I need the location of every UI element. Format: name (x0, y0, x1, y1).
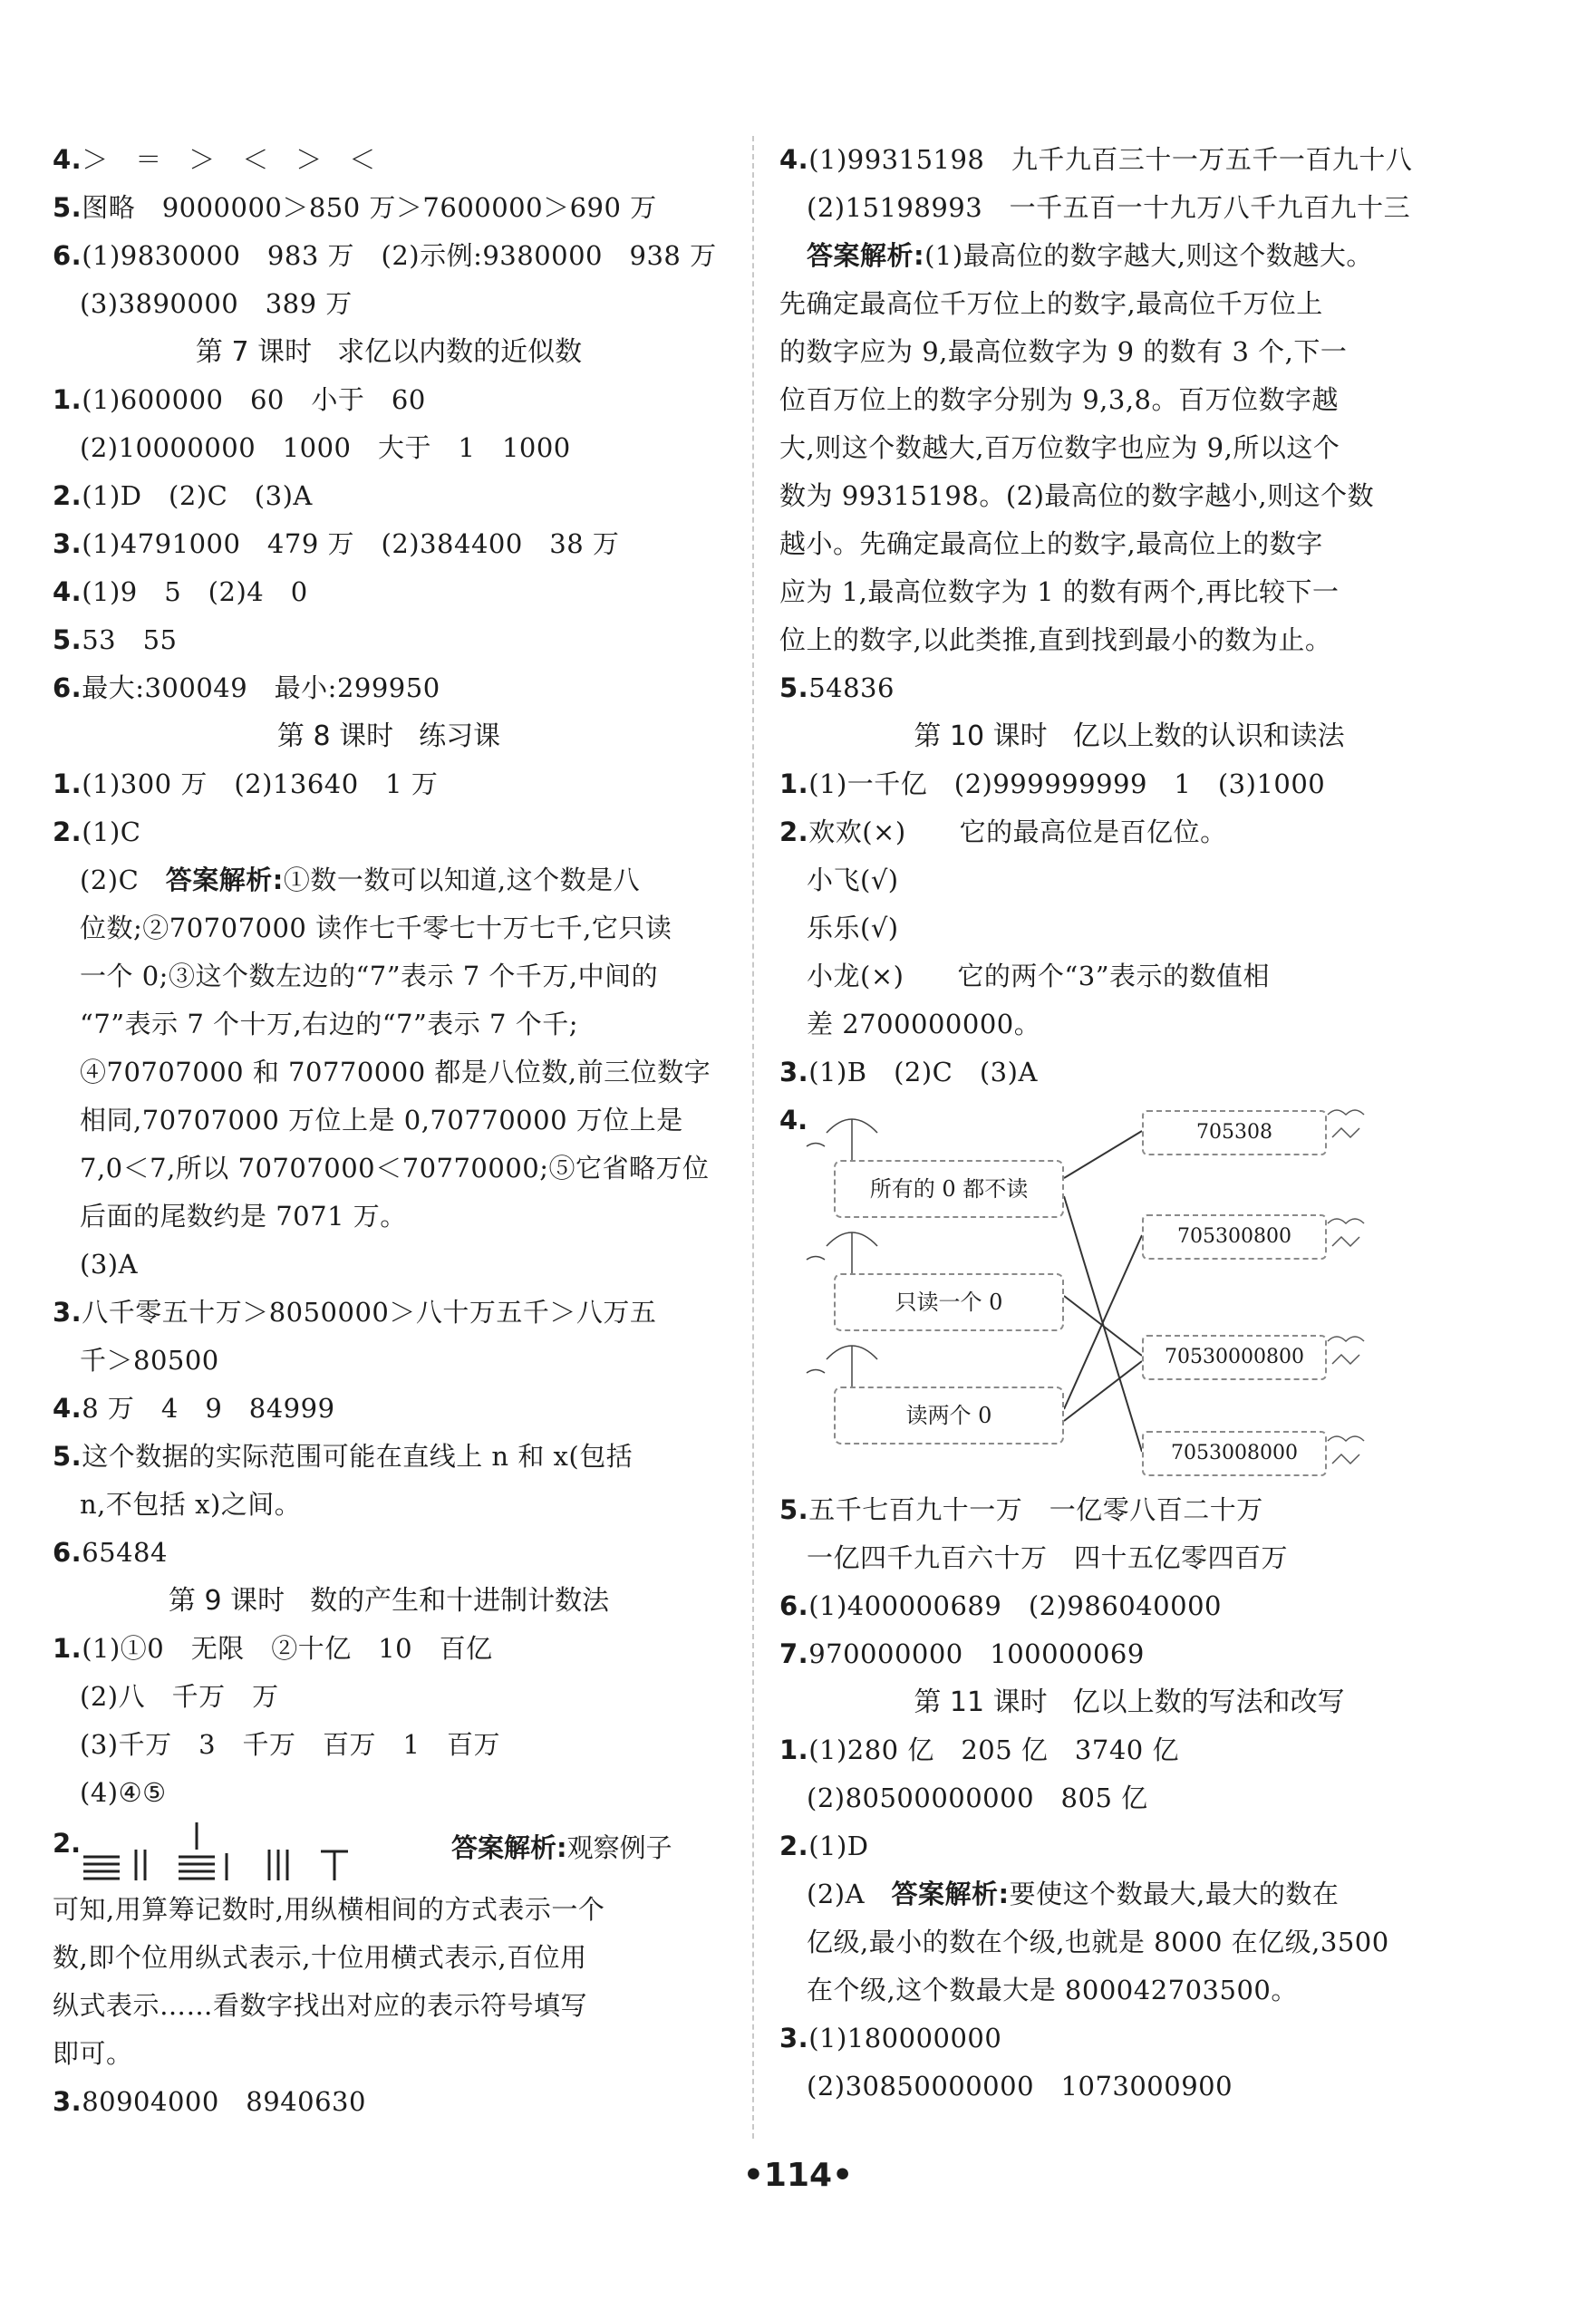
answer-line: 乐乐(√) (807, 913, 899, 943)
explanation-line: 位上的数字,以此类推,直到找到最小的数为止。 (779, 624, 1332, 655)
answer-line: 5.图略 9000000＞850 万＞7600000＞690 万 (53, 192, 657, 223)
answer-line: 1.(1)300 万 (2)13640 1 万 (53, 768, 439, 799)
explanation-line: 先确定最高位千万位上的数字,最高位千万位上 (779, 288, 1323, 319)
answer-line: 3.80904000 8940630 (53, 2086, 366, 2117)
explanation-line: 亿级,最小的数在个级,也就是 8000 在亿级,3500 (807, 1927, 1389, 1957)
explanation-line: 数,即个位用纵式表示,十位用横式表示,百位用 (53, 1942, 587, 1973)
umbrella-icon (807, 1119, 877, 1160)
answer-line: 2.(1)D (2)C (3)A (53, 480, 313, 511)
answer-line: 4.＞ ＝ ＞ ＜ ＞ ＜ (53, 144, 376, 175)
explanation-line: “7”表示 7 个十万,右边的“7”表示 7 个千; (80, 1009, 578, 1039)
answer-line: 2.(1)D (779, 1831, 869, 1861)
answer-line: (2)10000000 1000 大于 1 1000 (80, 432, 571, 463)
explanation-line: 7,0＜7,所以 70707000＜70770000;⑤它省略万位 (80, 1153, 710, 1184)
answer-line: 2.(1)C (53, 816, 141, 847)
answer-line: (2)A 答案解析:要使这个数最大,最大的数在 (807, 1879, 1340, 1909)
explanation-line: 越小。先确定最高位上的数字,最高位上的数字 (779, 528, 1323, 559)
section-heading: 第 11 课时 亿以上数的写法和改写 (914, 1686, 1345, 1718)
answer-line: 6.65484 (53, 1537, 168, 1568)
answer-line: n,不包括 x)之间。 (80, 1489, 302, 1520)
explanation-line: 一个 0;③这个数左边的“7”表示 7 个千万,中间的 (80, 961, 659, 991)
answer-line: (3)3890000 389 万 (80, 288, 353, 319)
section-heading: 第 10 课时 亿以上数的认识和读法 (914, 720, 1345, 752)
answer-line: (3)千万 3 千万 百万 1 百万 (80, 1729, 500, 1760)
reading-rule-card: 读两个 0 (834, 1387, 1064, 1445)
answer-line: 千＞80500 (80, 1345, 219, 1376)
answer-line: 3.(1)4791000 479 万 (2)384400 38 万 (53, 528, 620, 559)
explanation-line: 位数;②70707000 读作七千零七十万七千,它只读 (80, 913, 672, 943)
explanation-line: 位百万位上的数字分别为 9,3,8。百万位数字越 (779, 384, 1340, 415)
left-column (53, 136, 725, 2126)
umbrella-icon (807, 1232, 877, 1273)
reading-rule-card: 所有的 0 都不读 (834, 1160, 1064, 1218)
answer-line: 7.970000000 100000069 (779, 1638, 1145, 1669)
number-card: 7053008000 (1142, 1431, 1327, 1476)
explanation-line: 数为 99315198。(2)最高位的数字越小,则这个数 (779, 480, 1375, 511)
matching-diagram: 4. 705308 705300800 70530000800 7053008000 所有的 0 都不读 只读一个 0 读两个 0 (779, 1097, 1479, 1486)
explanation-line: 即可。 (53, 2038, 133, 2069)
explanation-line: 大,则这个数越大,百万位数字也应为 9,所以这个 (779, 432, 1340, 463)
answer-line: 3.八千零五十万＞8050000＞八十万五千＞八万五 (53, 1297, 657, 1328)
explanation-line: 答案解析:(1)最高位的数字越大,则这个数越大。 (807, 240, 1373, 271)
answer-line: 1.(1)600000 60 小于 60 (53, 384, 426, 415)
answer-line: 6.最大:300049 最小:299950 (53, 672, 440, 703)
answer-line: 5.53 55 (53, 624, 178, 655)
answer-line: 小龙(×) 它的两个“3”表示的数值相 (807, 961, 1271, 991)
answer-line: 5.54836 (779, 672, 895, 703)
answer-line: (2)15198993 一千五百一十九万八千九百九十三 (807, 192, 1411, 223)
answer-line: 5.这个数据的实际范围可能在直线上 n 和 x(包括 (53, 1441, 634, 1472)
answer-line: (2)C 答案解析:①数一数可以知道,这个数是八 (80, 865, 641, 895)
answer-line: 3.(1)B (2)C (3)A (779, 1057, 1038, 1087)
answer-line: 4.(1)9 5 (2)4 0 (53, 576, 308, 607)
answer-line: (4)④⑤ (80, 1777, 167, 1808)
answer-line: 差 2700000000。 (807, 1009, 1041, 1039)
answer-line: 3.(1)180000000 (779, 2023, 1002, 2053)
number-card: 705308 (1142, 1110, 1327, 1155)
answer-line: (2)30850000000 1073000900 (807, 2071, 1233, 2102)
explanation-line: 相同,70707000 万位上是 0,70770000 万位上是 (80, 1105, 683, 1135)
answer-line: 2.欢欢(×) 它的最高位是百亿位。 (779, 816, 1227, 847)
grass-icon (1328, 1110, 1364, 1464)
explanation-line: 可知,用算筹记数时,用纵横相间的方式表示一个 (53, 1894, 605, 1925)
section-heading: 第 8 课时 练习课 (276, 720, 501, 752)
rod-numeral-row: 2. 答案解析:观察例子 (53, 1817, 725, 1886)
answer-line: 1.(1)①0 无限 ②十亿 10 百亿 (53, 1633, 493, 1664)
number-card: 70530000800 (1142, 1335, 1327, 1380)
answer-line: 1.(1)一千亿 (2)999999999 1 (3)1000 (779, 768, 1326, 799)
answer-line: 4.(1)99315198 九千九百三十一万五千一百九十八 (779, 144, 1413, 175)
answer-line: 4.8 万 4 9 84999 (53, 1393, 335, 1424)
answer-line: 6.(1)400000689 (2)986040000 (779, 1590, 1222, 1621)
answer-line: (3)A (80, 1249, 139, 1280)
answer-line: 一亿四千九百六十万 四十五亿零四百万 (807, 1542, 1289, 1573)
answer-line: 6.(1)9830000 983 万 (2)示例:9380000 938 万 (53, 240, 717, 271)
answer-line: (2)八 千万 万 (80, 1681, 279, 1712)
page-number: •114• (742, 2157, 854, 2194)
explanation-line: 应为 1,最高位数字为 1 的数有两个,再比较下一 (779, 576, 1340, 607)
section-heading: 第 7 课时 求亿以内数的近似数 (195, 336, 583, 368)
answer-line: 小飞(√) (807, 865, 899, 895)
explanation-line: 后面的尾数约是 7071 万。 (80, 1201, 407, 1232)
umbrella-icon (807, 1346, 877, 1387)
explanation-line: 在个级,这个数最大是 800042703500。 (807, 1975, 1298, 2005)
answer-line: 1.(1)280 亿 205 亿 3740 亿 (779, 1734, 1179, 1765)
explanation-line: 纵式表示……看数字找出对应的表示符号填写 (53, 1990, 588, 2021)
number-card: 705300800 (1142, 1214, 1327, 1260)
right-column (779, 136, 1479, 2111)
reading-rule-card: 只读一个 0 (834, 1273, 1064, 1331)
answer-line: 5.五千七百九十一万 一亿零八百二十万 (779, 1494, 1263, 1525)
explanation-line: ④70707000 和 70770000 都是八位数,前三位数字 (80, 1057, 711, 1087)
column-divider (752, 136, 754, 2139)
answer-line: (2)80500000000 805 亿 (807, 1783, 1148, 1813)
section-heading: 第 9 课时 数的产生和十进制计数法 (168, 1585, 610, 1617)
explanation-line: 的数字应为 9,最高位数字为 9 的数有 3 个,下一 (779, 336, 1348, 367)
counting-rod-icon (83, 1817, 428, 1886)
